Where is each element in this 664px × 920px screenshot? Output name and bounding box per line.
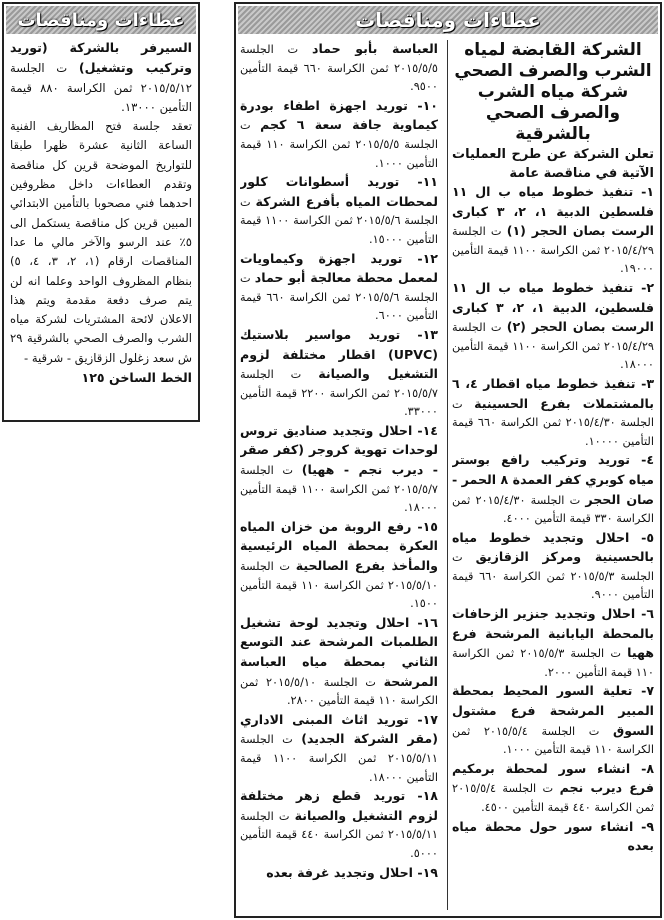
- tender-details: ت الجلسة ٢٠١٥/٤/٢٩ ثمن الكراسة ١١٠٠ قيمة التأمين ١٩٠٠٠.: [452, 225, 654, 276]
- tender-item: [240, 711, 438, 787]
- tender-title: ١١- توريد أسطوانات كلور لمحطات المياه بأفرع الشركة: [240, 174, 438, 209]
- announcement-intro: تعلن الشركة عن طرح العمليات الآتية في مناقصة عامة: [452, 147, 654, 181]
- tender-title: ١٤- احلال وتجديد صناديق تروس لوحدات تهوية كروجر (كفر صقر - ديرب نجم - ههيا): [240, 422, 438, 478]
- tender-item: [452, 279, 654, 375]
- tender-item: [240, 40, 438, 97]
- tender-details: ت الجلسة ٢٠١٥/٥/٥ ثمن الكراسة ٦٦٠ قيمة التأمين ٩٥٠٠.: [240, 43, 438, 94]
- tender-item: [240, 326, 438, 422]
- main-notice-middle-column: [240, 40, 438, 914]
- left-notice-paragraph: [10, 117, 192, 368]
- tender-details: ت الجلسة ٢٠١٥/٥/٧ ثمن الكراسة ١١٠٠ قيمة التأمين ١٨٠٠٠.: [240, 464, 438, 515]
- tender-item: [452, 183, 654, 279]
- tender-title: ٧- تعلية السور المحيط بمحطة المبير المرشحة فرع مشتول السوق: [452, 683, 654, 738]
- tender-title: ٨- انشاء سور لمحطة برمكيم فرع ديرب نجم: [452, 760, 654, 796]
- left-notice-body: [10, 38, 192, 416]
- tender-details: ت الجلسة ٢٠١٥/٥/٥ ثمن الكراسة ١١٠ قيمة التأمين ١٠٠٠.: [240, 119, 438, 170]
- tender-title: ١٣- توريد مواسير بلاستيك (UPVC) اقطار مختلفة لزوم التشغيل والصيانة: [240, 326, 438, 382]
- tender-item: [240, 97, 438, 173]
- tender-title: ١- تنفيذ خطوط مياه ب ال ١١ فلسطين الدبية ١، ٢، ٣ كبارى الرست بصان الحجر (١): [452, 184, 654, 239]
- company-heading: الشركة القابضة لمياه الشرب والصرف الصحي شركة مياه الشرب والصرف الصحي بالشرقية: [454, 40, 652, 144]
- tender-item: [452, 605, 654, 682]
- tender-title: ١٢- توريد اجهزة وكيماويات لمعمل محطة معالجة أبو حماد: [240, 250, 438, 286]
- left-notice-bold-text: السيرفر بالشركة (توريد وتركيب وتشغيل): [10, 40, 192, 76]
- left-notice-box: [2, 2, 200, 422]
- tender-details: ت الجلسة ٢٠١٥/٥/٦ ثمن الكراسة ٦٦٠ قيمة التأمين ٦٠٠٠.: [240, 272, 438, 323]
- tender-item: [452, 682, 654, 759]
- tender-item: [240, 518, 438, 614]
- tender-item: [452, 818, 654, 857]
- tender-title: ١٦- احلال وتجديد لوحة تشغيل الطلمبات المرشحة عند التوسع الثاني بمحطة مياه العباسة المرشحة: [240, 614, 438, 689]
- tender-title: ٦- احلال وتجديد جنزير الزحافات بالمحطة اليابانية المرشحة فرع ههيا: [452, 606, 654, 661]
- tender-item: [452, 451, 654, 528]
- tender-item: [240, 250, 438, 326]
- tender-details: ت الجلسة ٢٠١٥/٥/١٠ ثمن الكراسة ١١٠ قيمة التأمين ١٥٠٠.: [240, 560, 438, 611]
- tender-details: ت الجلسة ٢٠١٥/٥/٤ ثمن الكراسة ١١٠ قيمة التأمين ١٠٠٠.: [452, 724, 654, 757]
- tender-details: ت الجلسة ٢٠١٥/٥/٦ ثمن الكراسة ١١٠٠ قيمة التأمين ١٥٠٠٠.: [240, 195, 438, 246]
- tender-details: ت الجلسة ٢٠١٥/٥/١١ ثمن الكراسة ٤٤٠ قيمة التأمين ٥٠٠٠.: [240, 809, 438, 860]
- tender-details: ت الجلسة ٢٠١٥/٥/٤ ثمن الكراسة ٤٤٠ قيمة التأمين ٤٥٠٠.: [452, 782, 654, 814]
- tender-details: ت الجلسة ٢٠١٥/٥/١١ ثمن الكراسة ١١٠٠ قيمة التأمين ١٨٠٠٠.: [240, 733, 438, 784]
- tender-title: ١٠- توريد اجهزة اطفاء بودرة كيماوية جافة سعة ٦ كجم: [240, 97, 438, 133]
- tender-item: [452, 529, 654, 605]
- tender-item: [240, 173, 438, 249]
- tender-title: ٩- انشاء سور حول محطة مياه بعده: [452, 818, 654, 854]
- tender-details: ت الجلسة ٢٠١٥/٥/٣ ثمن الكراسة ١١٠ قيمة التأمين ٢٠٠٠.: [452, 647, 654, 679]
- main-notice-header: [238, 6, 658, 34]
- tender-details: ت الجلسة ٢٠١٥/٤/٢٩ ثمن الكراسة ١١٠٠ قيمة التأمين ١٨٠٠٠.: [452, 321, 654, 372]
- left-notice-text: تعقد جلسة فتح المظاريف الفنية الساعة الثانية عشرة ظهرا طبقا للتواريخ الموضحة قرين كل مناقصة وتقدم العطاءات داخل مظروفين احدهما فني مصحوبا بالتأمين الابتدائي المبين قرين كل مناقصة يستكمل الى ٥٪ عند الرسو والآخر مالي ما عدا المناقصات ارقام (١، ٢، ٣، ٤، ٥) بنظام المظروف الواحد وعلما انه لن يتم صرف دفعة مقدمة ويتم هذا الاعلان لائحة المشتريات لشركة مياه الشرب والصرف الصحي بالشرقية ٢٩ ش سعد زغلول الزقازيق - شرقية -: [10, 119, 192, 365]
- tender-title: ١٧- توريد اثاث المبنى الاداري (مقر الشركة الجديد): [240, 711, 438, 747]
- tender-item: [452, 760, 654, 818]
- left-notice-paragraph: [10, 368, 192, 388]
- tender-item: [240, 864, 438, 884]
- left-notice-bold-text: الخط الساخن ١٢٥: [81, 370, 192, 386]
- tender-details: ت الجلسة ٢٠١٥/٥/٧ ثمن الكراسة ٢٢٠٠ قيمة التأمين ٣٣٠٠٠.: [240, 368, 438, 419]
- tender-item: [240, 614, 438, 711]
- tender-title: ٢- تنفيذ خطوط مياه ب ال ١١ فلسطين، الدبية ١، ٢، ٣ كبارى الرست بصان الحجر (٢): [452, 279, 654, 335]
- left-notice-header-text: عطاءات ومناقصات: [17, 9, 185, 31]
- tender-title: العباسة بأبو حماد: [311, 41, 438, 56]
- column-divider: [447, 40, 448, 910]
- tender-details: ت الجلسة ٢٠١٥/٤/٣٠ ثمن الكراسة ٦٦٠ قيمة التأمين ١٠٠٠٠.: [452, 397, 654, 448]
- tender-details: ت الجلسة ٢٠١٥/٤/٣٠ ثمن الكراسة ٣٣٠ قيمة التأمين ٤٠٠٠.: [452, 493, 654, 526]
- tender-details: ت الجلسة ٢٠١٥/٥/١٠ ثمن الكراسة ١١٠ قيمة التأمين ٢٨٠٠.: [240, 675, 438, 708]
- left-notice-header: [6, 6, 196, 34]
- tender-title: ٣- تنفيذ خطوط مياه اقطار ٤، ٦ بالمشتملات بفرع الحسينية: [452, 375, 654, 411]
- tender-title: ١٩- احلال وتجديد غرفة بعده: [266, 864, 438, 880]
- tender-title: ١٨- توريد قطع زهر مختلفة لزوم التشغيل والصيانة: [240, 788, 438, 823]
- main-notice-header-text: عطاءات ومناقصات: [355, 8, 541, 32]
- tender-item: [240, 787, 438, 863]
- tender-title: ١٥- رفع الروبة من خزان المياه العكرة بمحطة المياه الرئيسية والمأخذ بفرع الصالحية: [240, 518, 438, 574]
- tender-details: ت الجلسة ٢٠١٥/٥/٣ ثمن الكراسة ٦٦٠ قيمة التأمين ٩٠٠٠.: [452, 551, 654, 602]
- tender-item: [452, 375, 654, 451]
- tender-title: ٤- توريد وتركيب رافع بوستر مياه كوبري كفر العمدة ٨ الحمر - صان الحجر: [452, 452, 654, 507]
- left-notice-paragraph: [10, 38, 192, 117]
- tender-item: [240, 422, 438, 518]
- tender-title: ٥- احلال وتجديد خطوط مياه بالحسينية ومركز الزقازيق: [452, 529, 654, 565]
- main-notice-box: [234, 2, 662, 918]
- main-notice-right-column: [452, 40, 654, 914]
- left-notice-text: ت الجلسة ٢٠١٥/٥/١٢ ثمن الكراسة ٨٨٠ قيمة التأمين ١٣٠٠٠.: [10, 61, 192, 114]
